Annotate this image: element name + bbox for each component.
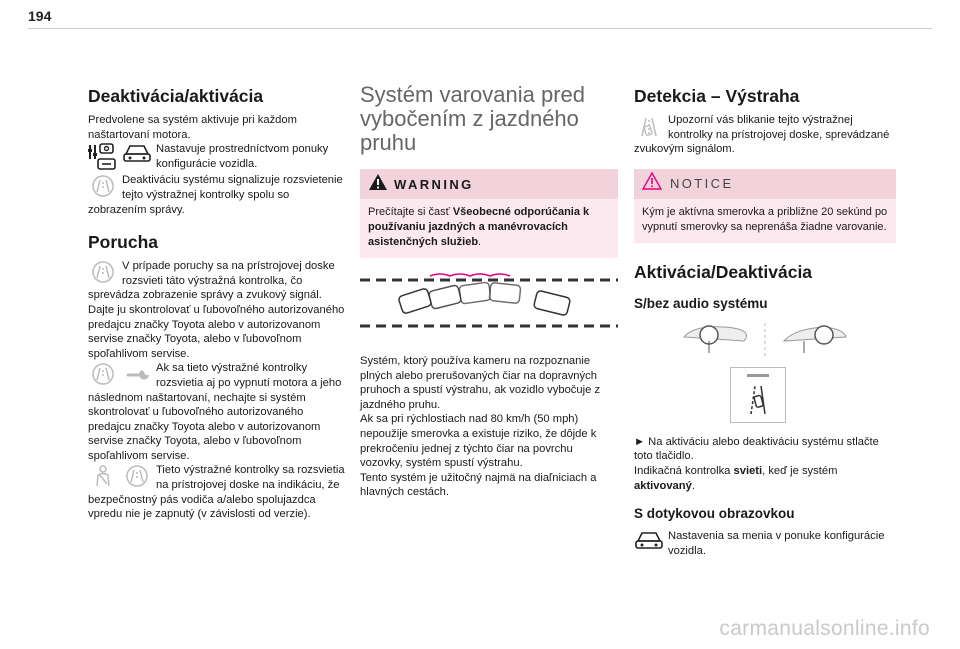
heading-deactivation: Deaktivácia/aktivácia (88, 86, 264, 106)
notice-triangle-icon (642, 172, 662, 195)
notice-box (634, 169, 896, 243)
warning-box (360, 169, 618, 258)
warning-header (360, 169, 618, 199)
paragraph-press-button: ► Na aktiváciu alebo deaktiváciu systému stlačte toto tlačidlo. (634, 435, 879, 463)
lane-warning-icon (88, 260, 118, 284)
car-icon (634, 530, 664, 552)
lane-diagram (360, 272, 618, 332)
warning-label: WARNING (394, 176, 474, 192)
paragraph-default: Predvolene sa systém aktivuje pri každom naštartovaní motora. (88, 114, 297, 141)
paragraph-system: Systém, ktorý používa kameru na rozpoznanie plných alebo prerušovaných čiar na dopravných pruhoch a spustí výstrahu, ak vozidlo vybočuje z jazdného pruhu. (360, 355, 601, 411)
section-title: Systém varovania pred vybočením z jazdného pruhu (360, 82, 585, 155)
wrench-icon (122, 362, 152, 384)
notice-text: Kým je aktívna smerovka a približne 20 sekúnd po vypnutí smerovky sa neprenáša žiadne varovanie. (642, 205, 888, 233)
paragraph-speed: Ak sa pri rýchlostiach nad 80 km/h (50 mph) nepoužije smerovka a existuje riziko, že dôjde k prekročeniu jednej z týchto čiar na povrchu vozovky, systém spustí výstrahu. (360, 413, 597, 470)
paragraph-seatbelt: Tieto výstražné kontrolky sa rozsvietia na prístrojovej doske na indikáciu, že bezpečnostný pás vodiča a/alebo spolujazdca vpredu nie je zapnutý (v závislosti od verzie). (88, 464, 345, 521)
warning-text: Prečítajte si časť Všeobecné odporúčania k používaniu jazdných a manévrovacích asistenčných služieb. (368, 206, 590, 248)
middle-column (360, 40, 618, 500)
warning-triangle-icon (368, 173, 388, 196)
paragraph-deactivation-signal: Deaktiváciu systému signalizuje rozsvietenie tejto výstražnej kontrolky spolu so zobrazením správy. (88, 174, 343, 216)
car-icon (122, 143, 152, 165)
paragraph-detection: Upozorní vás blikanie tejto výstražnej kontrolky na prístrojovej doske, sprevádzané zvukovým signálom. (634, 114, 890, 156)
paragraph-check: Dajte ju skontrolovať u ľubovoľného autorizovaného predajcu značky Toyota alebo v autorizovanom servise značky Toyota, alebo v ľubovoľnom spoľahlivom servise. (88, 303, 345, 360)
top-divider (28, 28, 932, 29)
heading-fault: Porucha (88, 232, 159, 253)
paragraph-menu: Nastavuje prostredníctvom ponuky konfigurácie vozidla. (156, 143, 329, 170)
lane-warning-icon (88, 174, 118, 198)
seatbelt-icon (88, 464, 118, 488)
lane-warning-icon (88, 362, 118, 386)
paragraph-touchscreen: Nastavenia sa menia v ponuke konfigurácie vozidla. (668, 530, 885, 557)
heading-touchscreen: S dotykovou obrazovkou (634, 506, 795, 522)
dashboard-diagram (634, 323, 896, 359)
heading-activation: Aktivácia/Deaktivácia (634, 261, 813, 282)
paragraph-persist: Ak sa tieto výstražné kontrolky rozsvietia aj po vypnutí motora a jeho následnom naštartovaní, nechajte si systém skontrolovať u ľubovoľného autorizovaného predajcu značky Toyota alebo v autorizovanom servise značky Toyota, alebo v ľubovoľnom spoľahlivom servise. (88, 362, 342, 462)
lane-warning-icon (634, 114, 664, 140)
paragraph-highway: Tento systém je užitočný najmä na diaľniciach a hlavných cestách. (360, 471, 597, 499)
left-column (88, 40, 346, 522)
heading-audio: S/bez audio systému (634, 295, 768, 311)
watermark: carmanualsonline.info (719, 617, 930, 640)
page-number: 194 (28, 8, 52, 24)
notice-header (634, 169, 896, 199)
heading-detection: Detekcia – Výstraha (634, 86, 800, 106)
right-column (634, 40, 896, 558)
notice-label: NOTICE (670, 176, 734, 192)
warning-bold-text: Všeobecné odporúčania k používaniu jazdných a manévrovacích asistenčných služieb (368, 206, 590, 248)
lane-button-icon[interactable] (730, 367, 786, 423)
paragraph-indicator: Indikačná kontrolka svieti, keď je systém aktivovaný. (634, 464, 838, 492)
paragraph-fault: V prípade poruchy sa na prístrojovej doske rozsvieti táto výstražná kontrolka, čo sprevádza zobrazenie správy a zvukový signál. (88, 260, 335, 302)
lane-warning-icon (122, 464, 152, 488)
settings-menu-icon (88, 143, 118, 171)
